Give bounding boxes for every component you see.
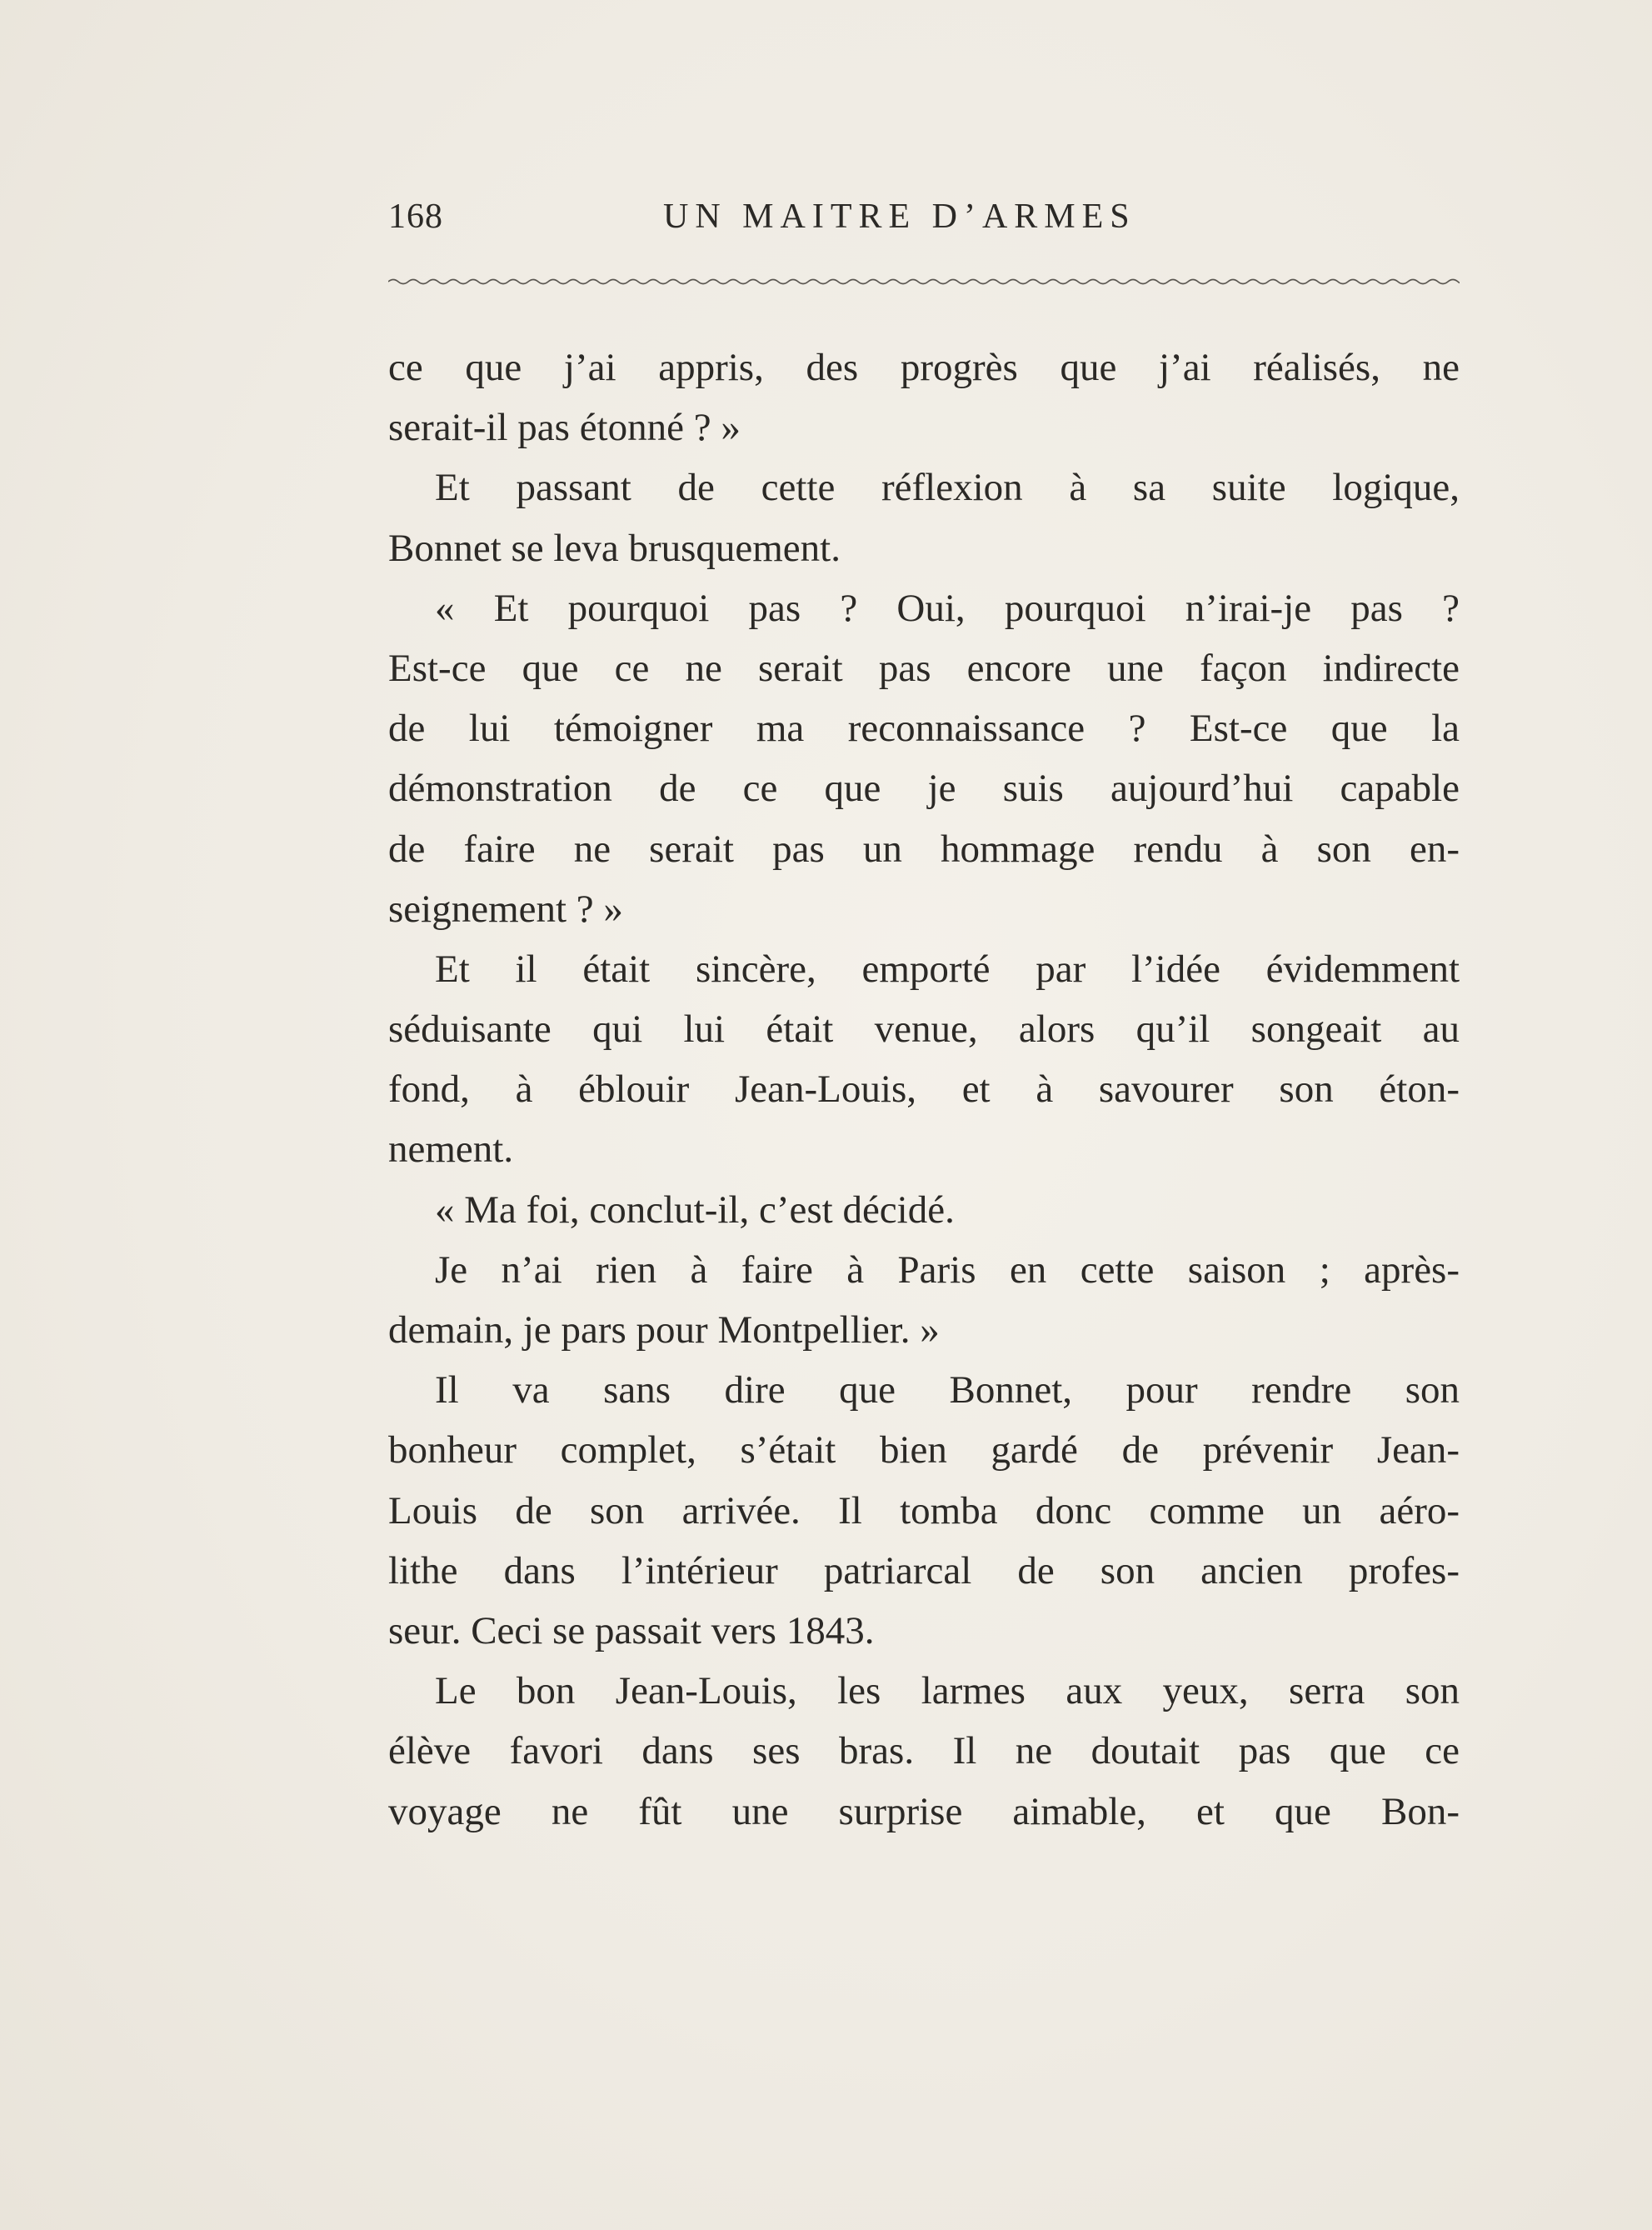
running-head — [388, 197, 1460, 247]
text-line: de lui témoigner ma reconnaissance ? Est-ce que la — [388, 707, 1460, 751]
text-line: démonstration de ce que je suis aujourd’hui capable — [388, 767, 1460, 811]
text-line: serait-il pas étonné ? » — [388, 406, 741, 450]
text-line: fond, à éblouir Jean-Louis, et à savourer son éton- — [388, 1068, 1460, 1112]
text-line: Le bon Jean-Louis, les larmes aux yeux, serra son — [435, 1669, 1460, 1713]
text-line: seur. Ceci se passait vers 1843. — [388, 1608, 875, 1652]
text-line: de faire ne serait pas un hommage rendu à son en- — [388, 827, 1460, 871]
wavy-rule-ornament — [388, 275, 1460, 288]
text-line: lithe dans l’intérieur patriarcal de son ancien profes- — [388, 1548, 1460, 1592]
text-line: séduisante qui lui était venue, alors qu’il songeait au — [388, 1008, 1460, 1052]
text-line: Je n’ai rien à faire à Paris en cette saison ; après- — [435, 1248, 1460, 1292]
running-title: UN MAITRE D’ARMES — [663, 198, 1136, 236]
text-line: Bonnet se leva brusquement. — [388, 526, 841, 570]
text-line: nement. — [388, 1128, 514, 1172]
text-line: bonheur complet, s’était bien gardé de prévenir Jean- — [388, 1428, 1460, 1472]
text-line: élève favori dans ses bras. Il ne doutait pas que ce — [388, 1729, 1460, 1773]
text-line: « Et pourquoi pas ? Oui, pourquoi n’irai-je pas ? — [435, 586, 1460, 630]
text-line: Louis de son arrivée. Il tomba donc comme un aéro- — [388, 1488, 1460, 1532]
text-line: seignement ? » — [388, 887, 623, 931]
text-line: Et il était sincère, emporté par l’idée évidemment — [435, 947, 1460, 991]
text-line: Il va sans dire que Bonnet, pour rendre son — [435, 1368, 1460, 1412]
text-line: « Ma foi, conclut-il, c’est décidé. — [435, 1188, 955, 1232]
page-number: 168 — [388, 198, 443, 236]
body-text — [388, 338, 1460, 1842]
text-line: demain, je pars pour Montpellier. » — [388, 1308, 940, 1352]
text-line: Est-ce que ce ne serait pas encore une façon indirecte — [388, 646, 1460, 690]
text-line: voyage ne fût une surprise aimable, et que Bon- — [388, 1789, 1460, 1833]
text-line: ce que j’ai appris, des progrès que j’ai réalisés, ne — [388, 346, 1460, 389]
text-line: Et passant de cette réflexion à sa suite logique, — [435, 466, 1460, 510]
